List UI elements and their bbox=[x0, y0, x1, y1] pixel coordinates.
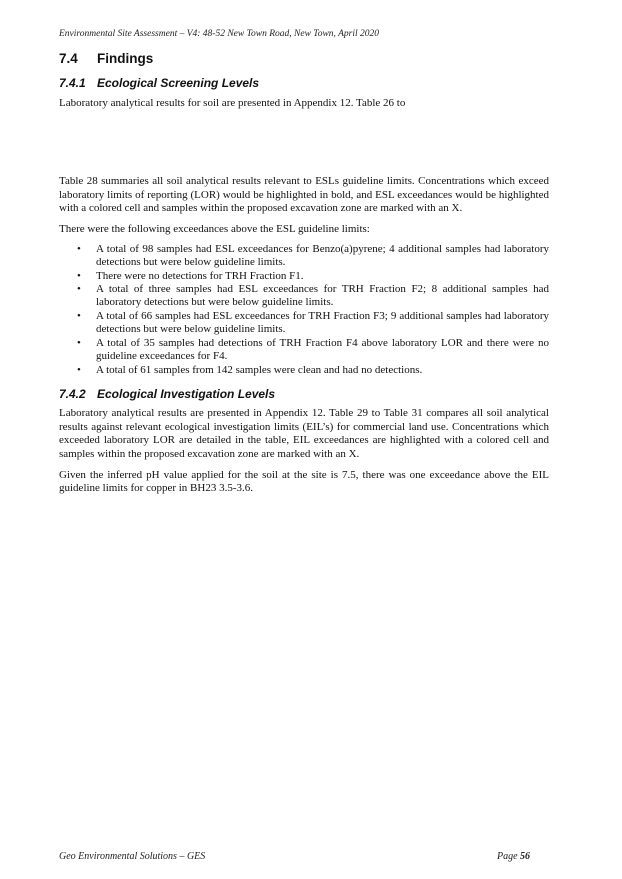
bullet-icon: • bbox=[77, 309, 81, 322]
bullet-icon: • bbox=[77, 283, 81, 296]
esl-heading bbox=[59, 77, 549, 90]
esl-paragraph-2: There were the following exceedances above the ESL guideline limits: bbox=[59, 223, 370, 236]
footer-page-number bbox=[497, 851, 530, 862]
list-item: • A total of 98 samples had ESL exceedances for Benzo(a)pyrene; 4 additional samples had laboratory detections but were below guideline limits. bbox=[77, 242, 549, 269]
list-item: • A total of 66 samples had ESL exceedances for TRH Fraction F3; 9 additional samples had laboratory detections but were below guideline limits. bbox=[77, 309, 549, 336]
bullet-icon: • bbox=[77, 242, 81, 255]
section-number: 7.4 bbox=[59, 51, 78, 66]
esl-paragraph-1: Table 28 summaries all soil analytical results relevant to ESLs guideline limits. Concentrations which exceed laboratory limits of reporting (LOR) would be highlighted in bold, and ESL exceedances would be highlighted with a colored cell and samples within the proposed excavation zone are marked with an X. bbox=[59, 175, 549, 215]
list-item: • A total of 35 samples had detections of TRH Fraction F4 above laboratory LOR and there were no guideline exceedances for F4. bbox=[77, 336, 549, 363]
list-item: • There were no detections for TRH Fraction F1. bbox=[77, 269, 304, 282]
section-title: Findings bbox=[97, 51, 154, 66]
eil-title: Ecological Investigation Levels bbox=[97, 386, 276, 401]
bullet-icon: • bbox=[77, 336, 81, 349]
bullet-icon: • bbox=[77, 269, 81, 282]
eil-paragraph-2: Given the inferred pH value applied for the soil at the site is 7.5, there was one exceedance above the EIL guideline limits for copper in BH23 3.5-3.6. bbox=[59, 468, 549, 495]
esl-exceedance-list bbox=[59, 243, 549, 377]
list-item: • A total of three samples had ESL exceedances for TRH Fraction F2; 8 additional samples had laboratory detections but were below guideline limits. bbox=[77, 283, 549, 309]
page-content bbox=[59, 50, 549, 496]
section-heading bbox=[59, 52, 549, 65]
footer-company: Geo Environmental Solutions – GES bbox=[59, 851, 206, 862]
page-label: Page bbox=[497, 851, 518, 862]
esl-number: 7.4.1 bbox=[59, 76, 86, 91]
running-header: Environmental Site Assessment – V4: 48-52 New Town Road, New Town, April 2020 bbox=[59, 29, 380, 39]
eil-number: 7.4.2 bbox=[59, 386, 86, 401]
esl-title: Ecological Screening Levels bbox=[97, 76, 260, 91]
eil-heading bbox=[59, 388, 549, 401]
page-number: 56 bbox=[520, 851, 531, 862]
list-item: • A total of 61 samples from 142 samples were clean and had no detections. bbox=[77, 363, 423, 376]
esl-intro: Laboratory analytical results for soil are presented in Appendix 12. Table 26 to bbox=[59, 96, 406, 109]
bullet-icon: • bbox=[77, 363, 81, 376]
eil-paragraph-1: Laboratory analytical results are presented in Appendix 12. Table 29 to Table 31 compares all soil analytical results against relevant ecological investigation limits (EIL’s) for commercial land use. Concentrations which exceeded laboratory LOR are detailed in the table, EIL exceedances are highlighted with a colored cell and samples within the proposed excavation zone are marked with an X. bbox=[59, 407, 549, 460]
